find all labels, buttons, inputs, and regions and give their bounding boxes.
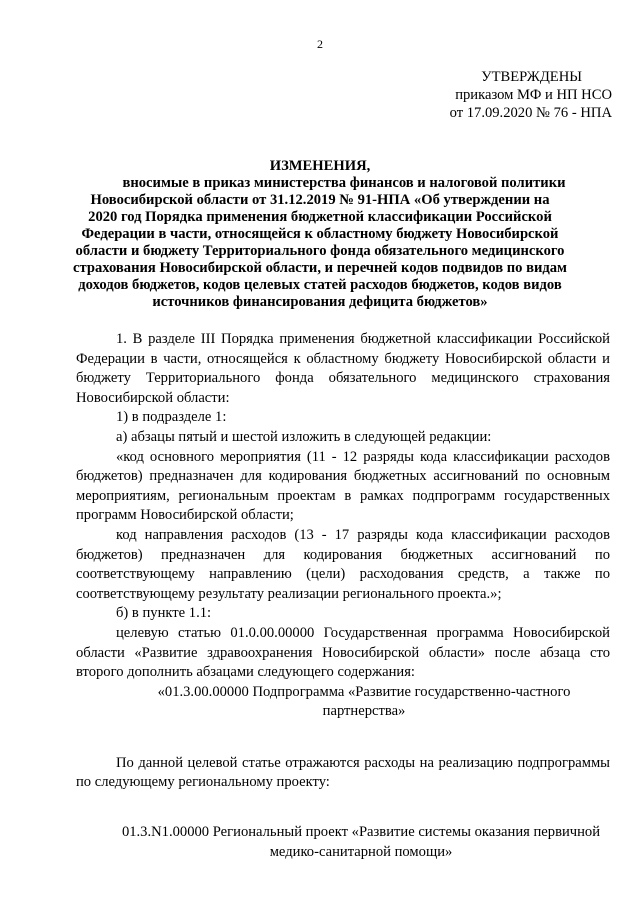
title-line: доходов бюджетов, кодов целевых статей расходов бюджетов, кодов видов (78, 277, 562, 293)
approval-order: приказом МФ и НП НСО (455, 87, 612, 103)
paragraph-subsection-1: 1) в подразделе 1: (116, 409, 227, 426)
title-line: вносимые в приказ министерства финансов и налоговой политики (122, 175, 566, 191)
paragraph-item-b: б) в пункте 1.1: (116, 605, 212, 622)
title-line: Федерации в части, относящейся к областному бюджету Новосибирской (81, 226, 559, 242)
approval-stamp (450, 68, 612, 122)
approval-date: от 17.09.2020 № 76 - НПА (449, 105, 612, 121)
paragraph-expense-direction-code: код направления расходов (13 - 17 разряды кода классификации расходов бюджетов) предназначен для кодирования бюджетных ассигнований по соответствующему направлению (цели) расходования средств, а также по соответствующему результату реализации регионального проекта.»; (76, 526, 610, 602)
title-line: страхования Новосибирской области, и перечней кодов подвидов по видам (73, 260, 567, 276)
paragraph-regional-project-code: 01.3.N1.00000 Региональный проект «Развитие системы оказания первичной медико-санитарной помощи» (121, 824, 601, 860)
paragraph-subprogram-code: «01.3.00.00000 Подпрограмма «Развитие государственно-частного партнерства» (157, 683, 571, 720)
page-number: 2 (317, 37, 323, 51)
title-line: области и бюджету Территориального фонда обязательного медицинского (75, 243, 565, 259)
title-line: Новосибирской области от 31.12.2019 № 91-НПА «Об утверждении на (90, 192, 550, 208)
paragraph-expenses-reflection: По данной целевой статье отражаются расходы на реализацию подпрограммы по следующему региональному проекту: (76, 754, 610, 791)
title-heading: ИЗМЕНЕНИЯ, (269, 158, 371, 174)
title-line: источников финансирования дефицита бюджетов» (152, 294, 488, 310)
document-body (76, 330, 610, 862)
approval-heading: УТВЕРЖДЕНЫ (481, 69, 582, 85)
document-title (0, 158, 640, 311)
paragraph-target-article: целевую статью 01.0.00.00000 Государственная программа Новосибирской области «Развитие здравоохранения Новосибирской области» после абзаца сто второго дополнить абзацами следующего содержания: (76, 624, 610, 681)
paragraph-item-a: а) абзацы пятый и шестой изложить в следующей редакции: (116, 428, 492, 445)
title-line: 2020 год Порядка применения бюджетной классификации Российской (88, 209, 552, 225)
paragraph-main-activity-code: «код основного мероприятия (11 - 12 разряды кода классификации расходов бюджетов) предназначен для кодирования бюджетных ассигнований по основным мероприятиям, региональным проектам в рамках подпрограмм государственных программ Новосибирской области; (76, 448, 610, 524)
paragraph-section-iii: 1. В разделе III Порядка применения бюджетной классификации Российской Федерации в части, относящейся к областному бюджету Новосибирской области и бюджету Территориального фонда обязательного медицинского страхования Новосибирской области: (76, 331, 610, 406)
